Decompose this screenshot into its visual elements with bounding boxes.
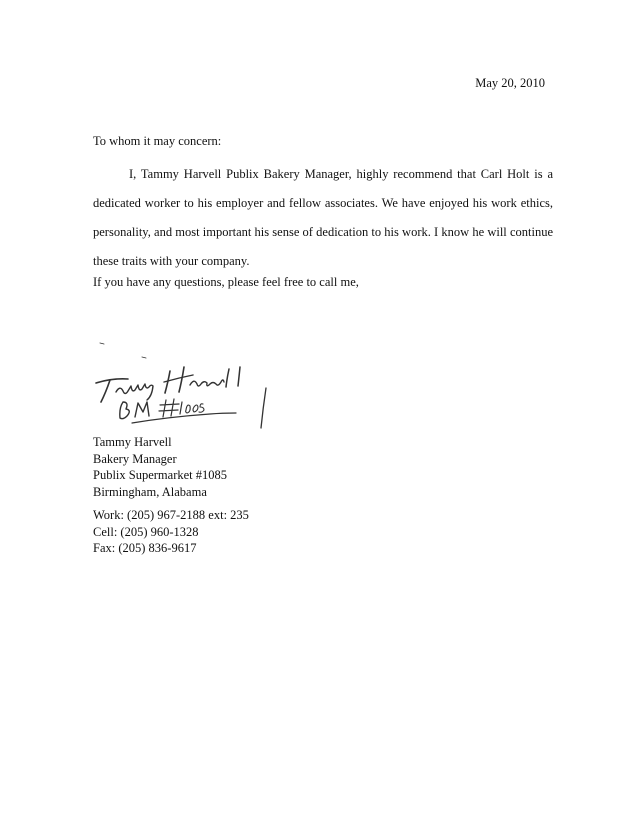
work-phone: Work: (205) 967-2188 ext: 235 xyxy=(93,508,249,522)
signer-block xyxy=(93,434,227,500)
signer-store: Publix Supermarket #1085 xyxy=(93,468,228,482)
signature-image xyxy=(90,340,275,432)
fax-number: Fax: (205) 836-9617 xyxy=(93,541,197,555)
closing-line: If you have any questions, please feel free to call me, xyxy=(93,275,359,289)
handwritten-signature xyxy=(90,340,275,432)
contact-block xyxy=(93,507,249,557)
letter-body-text: I, Tammy Harvell Publix Bakery Manager, highly recommend that Carl Holt is a dedicated worker to his employer and fellow associates. We have enjoyed his work ethics, personality, and most important his sense of dedication to his work. I know he will continue these traits with your company. xyxy=(93,167,553,268)
signer-city: Birmingham, Alabama xyxy=(93,484,207,499)
letter-body xyxy=(93,160,553,276)
signer-title: Bakery Manager xyxy=(93,451,177,466)
cell-phone: Cell: (205) 960-1328 xyxy=(93,524,199,539)
letter-date: May 20, 2010 xyxy=(475,76,545,90)
salutation: To whom it may concern: xyxy=(93,134,222,148)
signer-name: Tammy Harvell xyxy=(93,435,172,449)
